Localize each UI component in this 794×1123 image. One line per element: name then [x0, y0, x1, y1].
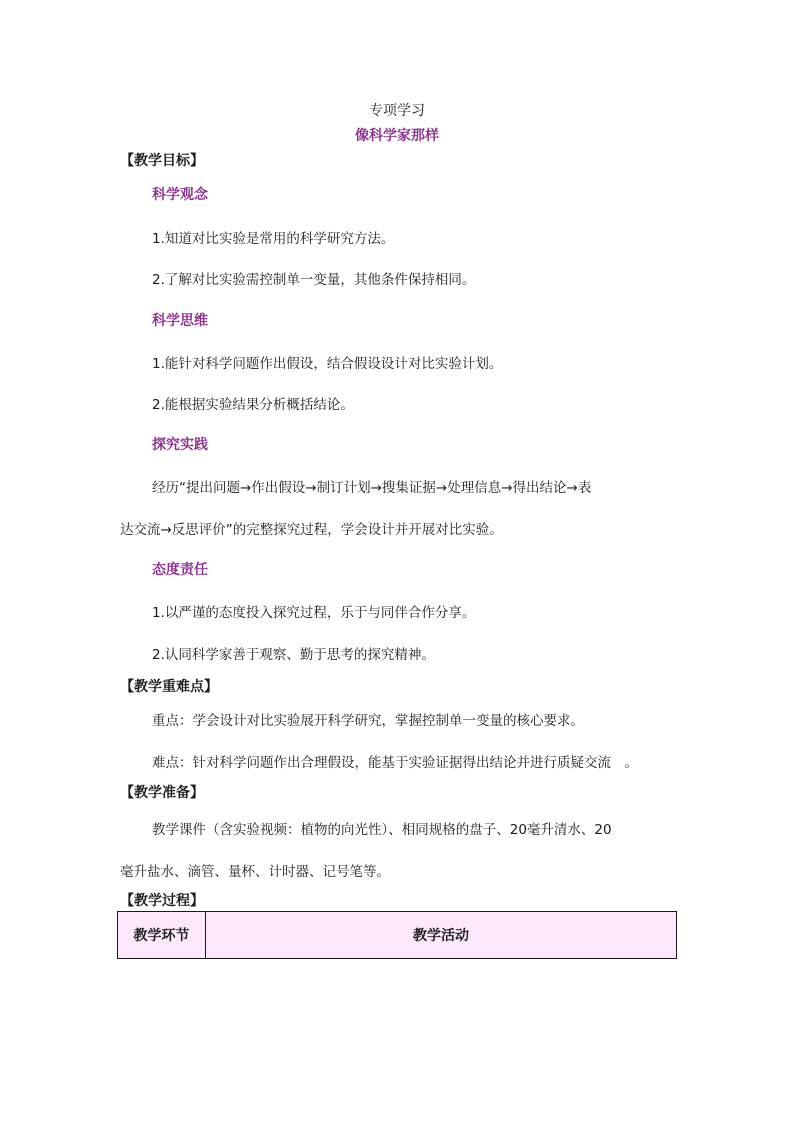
table-header-row — [118, 912, 677, 959]
objectives-heading: 【教学目标】 — [120, 153, 204, 169]
document-title: 专项学习 — [369, 103, 425, 119]
attitude-item-1: 1.以严谨的态度投入探究过程，乐于与同伴合作分享。 — [152, 605, 476, 621]
concept-title: 科学观念 — [152, 187, 208, 203]
preparation-line-1: 教学课件（含实验视频：植物的向光性）、相同规格的盘子、20毫升清水、20 — [152, 822, 612, 838]
attitude-title: 态度责任 — [152, 562, 208, 578]
preparation-heading: 【教学准备】 — [120, 785, 204, 801]
preparation-line-2: 毫升盐水、滴管、量杯、计时器、记号笔等。 — [120, 864, 390, 880]
thinking-item-2: 2.能根据实验结果分析概括结论。 — [152, 397, 354, 413]
concept-item-2: 2.了解对比实验需控制单一变量，其他条件保持相同。 — [152, 272, 476, 288]
difficult-point-text: 难点：针对科学问题作出合理假设，能基于实验证据得出结论并进行质疑交流 。 — [152, 755, 638, 771]
key-points-heading: 【教学重难点】 — [120, 679, 218, 695]
practice-title: 探究实践 — [152, 437, 208, 453]
header-cell-stage: 教学环节 — [118, 912, 206, 959]
thinking-title: 科学思维 — [152, 313, 208, 329]
lesson-title: 像科学家那样 — [355, 128, 439, 144]
attitude-item-2: 2.认同科学家善于观察、勤于思考的探究精神。 — [152, 647, 435, 663]
concept-item-1: 1.知道对比实验是常用的科学研究方法。 — [152, 231, 395, 247]
practice-line-1: 经历“提出问题→作出假设→制订计划→搜集证据→处理信息→得出结论→表 — [152, 480, 592, 496]
key-point-text: 重点：学会设计对比实验展开科学研究，掌握控制单一变量的核心要求。 — [152, 713, 584, 729]
process-heading: 【教学过程】 — [120, 893, 204, 909]
thinking-item-1: 1.能针对科学问题作出假设，结合假设设计对比实验计划。 — [152, 356, 503, 372]
header-cell-activity: 教学活动 — [206, 912, 677, 959]
process-table — [117, 911, 677, 959]
practice-line-2: 达交流→反思评价”的完整探究过程，学会设计并开展对比实验。 — [120, 522, 503, 538]
